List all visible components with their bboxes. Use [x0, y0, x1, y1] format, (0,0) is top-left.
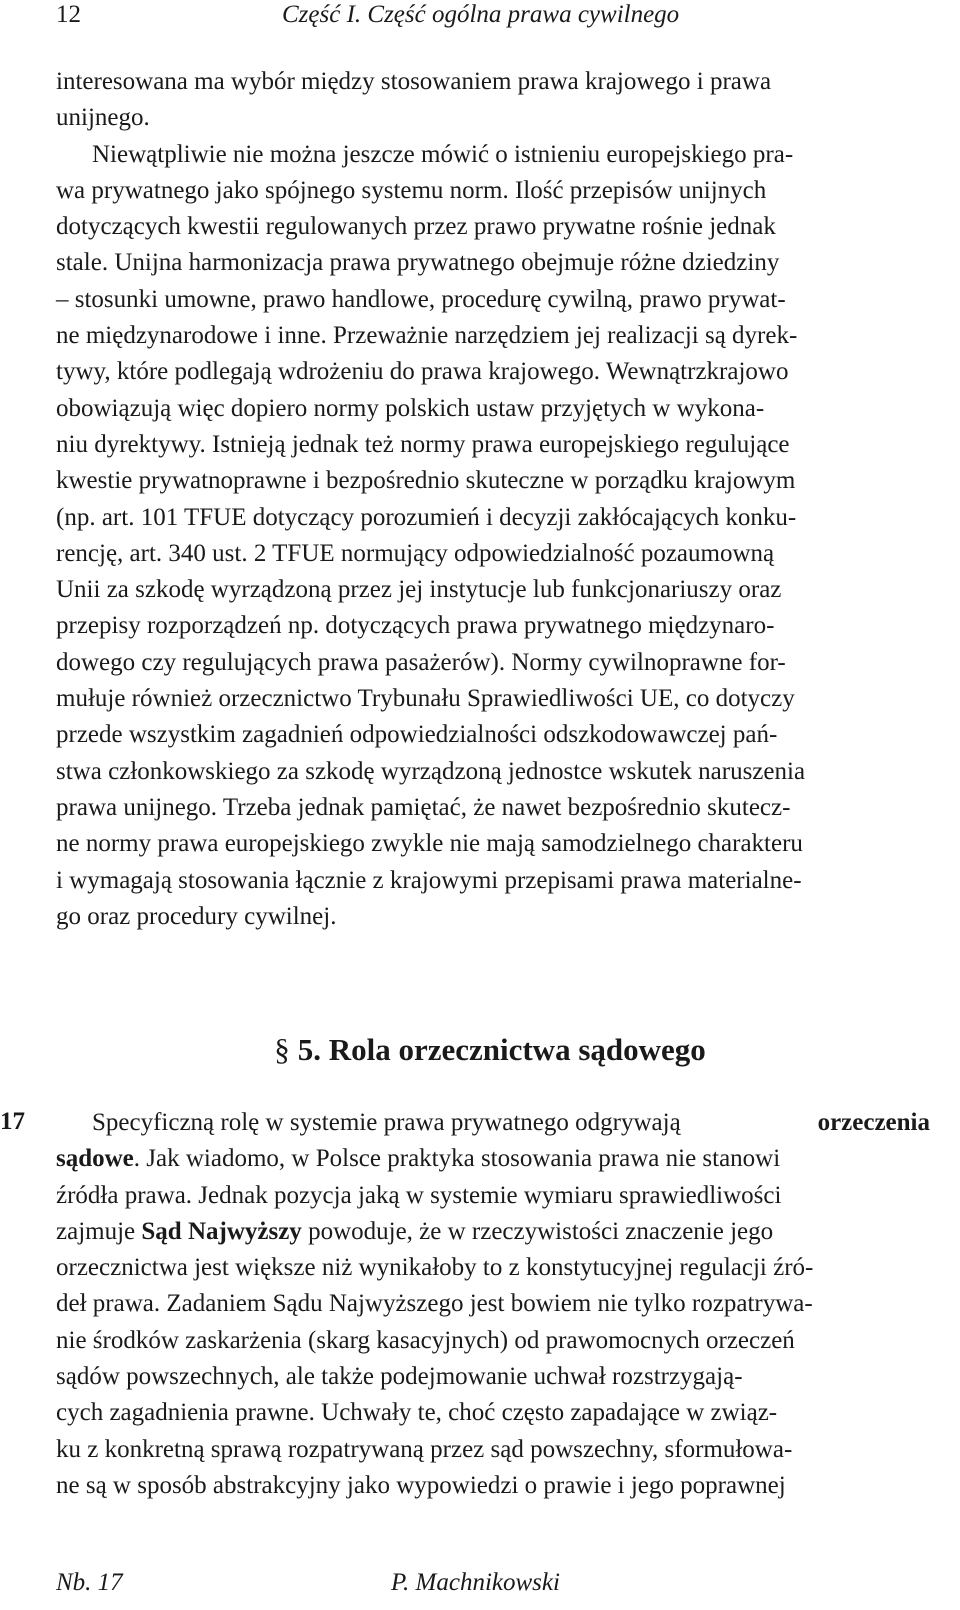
paragraph-eu-private-law — [56, 64, 930, 935]
text-line: obowiązują więc dopiero normy polskich ustaw przyjętych w wykona- — [56, 394, 765, 422]
page-footer — [56, 1568, 936, 1602]
text-line: i wymagają stosowania łącznie z krajowymi przepisami prawa materialne- — [56, 866, 802, 894]
text-line: ne międzynarodowe i inne. Przeważnie narzędziem jej realizacji są dyrek- — [56, 322, 798, 350]
text-line: wa prywatnego jako spójnego systemu norm. Ilość przepisów unijnych — [56, 176, 767, 204]
text-line: przepisy rozporządzeń np. dotyczących prawa prywatnego międzynaro- — [56, 612, 775, 640]
text-line: sądowe . Jak wiadomo, w Polsce praktyka stosowania prawa nie stanowi — [56, 1145, 781, 1173]
text-line: orzecznictwa jest większe niż wynikałoby to z konstytucyjnej regulacji źró- — [56, 1254, 814, 1282]
section-heading — [0, 1030, 960, 1070]
text-line: kwestie prywatnoprawne i bezpośrednio skuteczne w porządku krajowym — [56, 467, 796, 495]
text-line: nie środków zaskarżenia (skarg kasacyjnych) od prawomocnych orzeczeń — [56, 1326, 795, 1354]
text-line: – stosunki umowne, prawo handlowe, procedurę cywilną, prawo prywat- — [56, 285, 786, 313]
running-title: Część I. Część ogólna prawa cywilnego — [282, 1, 680, 28]
text-line: unijnego. — [56, 104, 150, 132]
text-line: niu dyrektywy. Istnieją jednak też normy prawa europejskiego regulujące — [56, 430, 790, 458]
margin-number: 17 — [0, 1108, 25, 1135]
text-line: dowego czy regulujących prawa pasażerów). Normy cywilnoprawne for- — [56, 648, 786, 676]
section-title: 5. Rola orzecznictwa sądowego — [297, 1032, 706, 1067]
text-line: go oraz procedury cywilnej. — [56, 902, 337, 930]
text-line: stwa członkowskiego za szkodę wyrządzoną jednostce wskutek naruszenia — [56, 757, 806, 785]
text-line: deł prawa. Zadaniem Sądu Najwyższego jest bowiem nie tylko rozpatrywa- — [56, 1290, 813, 1318]
text-line: zajmuje Sąd Najwyższy powoduje, że w rzeczywistości znaczenie jego — [56, 1217, 774, 1245]
text-line: interesowana ma wybór między stosowaniem prawa krajowego i prawa — [56, 68, 772, 95]
text-line: (np. art. 101 TFUE dotyczący porozumień i decyzji zakłócających konku- — [56, 503, 797, 531]
text-line: tywy, które podlegają wdrożeniu do prawa krajowego. Wewnątrzkrajowo — [56, 358, 789, 386]
text-line: mułuje również orzecznictwo Trybunału Sprawiedliwości UE, co dotyczy — [56, 685, 795, 713]
text-line: Specyficzną rolę w systemie prawa prywatnego odgrywają orzeczenia — [92, 1109, 930, 1136]
text-line: Unii za szkodę wyrządzoną przez jej instytucje lub funkcjonariuszy oraz — [56, 576, 782, 604]
footer-author: P. Machnikowski — [391, 1569, 560, 1596]
text-line: prawa unijnego. Trzeba jednak pamiętać, że nawet bezpośrednio skutecz- — [56, 793, 791, 821]
text-line: przede wszystkim zagadnień odpowiedzialności odszkodowawczej pań- — [56, 721, 778, 749]
page-number: 12 — [56, 1, 81, 28]
paragraph-court-rulings — [56, 1105, 930, 1504]
section-symbol: § — [274, 1032, 290, 1067]
text-line: sądów powszechnych, ale także podejmowanie uchwał rozstrzygają- — [56, 1363, 743, 1391]
text-line: cych zagadnienia prawne. Uchwały te, choć często zapadające w związ- — [56, 1399, 778, 1427]
text-line: rencję, art. 340 ust. 2 TFUE normujący odpowiedzialność pozaumowną — [56, 539, 775, 567]
text-line: Niewątpliwie nie można jeszcze mówić o istnieniu europejskiego pra- — [92, 140, 794, 168]
footer-margin-ref: Nb. 17 — [56, 1569, 123, 1596]
text-line: ne są w sposób abstrakcyjny jako wypowiedzi o prawie i jego poprawnej — [56, 1471, 786, 1499]
text-line: ku z konkretną sprawą rozpatrywaną przez sąd powszechny, sformułowa- — [56, 1435, 793, 1463]
text-line: stale. Unijna harmonizacja prawa prywatnego obejmuje różne dziedziny — [56, 249, 780, 277]
text-line: źródła prawa. Jednak pozycja jaką w systemie wymiaru sprawiedliwości — [56, 1181, 782, 1209]
text-line: ne normy prawa europejskiego zwykle nie mają samodzielnego charakteru — [56, 830, 803, 858]
text-line: dotyczących kwestii regulowanych przez prawo prywatne rośnie jednak — [56, 213, 776, 241]
